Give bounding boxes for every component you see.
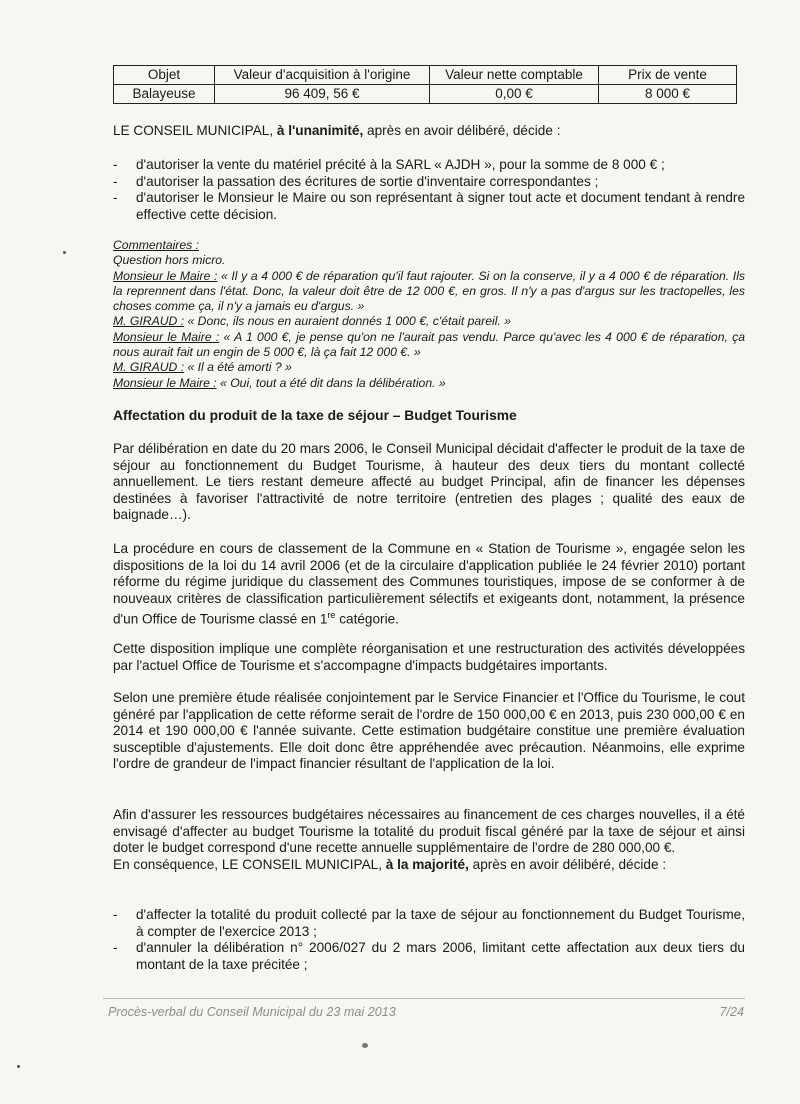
table-header: Valeur d'acquisition à l'origine [215,66,430,85]
table-cell: Balayeuse [114,85,215,104]
paragraph-text [113,541,745,628]
decision-2-suffix: après en avoir délibéré, décide : [468,856,667,872]
inventory-table [113,65,737,104]
table-cell: 96 409, 56 € [215,85,430,104]
comments-block [113,238,745,391]
page-number: 7/24 [719,1005,744,1019]
decision-2-intro [113,857,745,874]
footer-title: Procès-verbal du Conseil Municipal du 23 mai 2013 [108,1005,396,1019]
footer-divider [103,998,745,999]
list-item: - d'autoriser la vente du matériel précité à la SARL « AJDH », pour la somme de 8 000 € ; [113,157,745,174]
decision-2-vote: à la majorité, [385,856,469,872]
page-footer [108,1005,744,1019]
comments-title: Commentaires : [113,238,200,252]
scan-speck [63,251,66,254]
decision-2-prefix: En conséquence, LE CONSEIL MUNICIPAL, [113,856,386,872]
comment-line [113,314,745,329]
section-heading: Affectation du produit de la taxe de séjour – Budget Tourisme [113,408,517,423]
comment-line [113,330,745,361]
paragraph-text: Afin d'assurer les ressources budgétaires nécessaires au financement de ces charges nouvelles, il a été envisagé d'affecter au budget Tourisme la totalité du produit fiscal généré par la taxe de séjour et ainsi doter le budget correspond d'une recette annuelle supplémentaire de l'ordre de 280 000,00 €. [113,807,745,855]
comment-text: « Donc, ils nous en auraient donnés 1 000 €, c'était pareil. » [184,314,511,329]
comment-text: « Oui, tout a été dit dans la délibération. » [216,375,446,390]
scan-speck [362,1043,368,1048]
comment-line [113,376,745,391]
decision-1-vote: à l'unanimité, [276,123,364,138]
comment-text: « Il a été amorti ? » [184,360,292,375]
table-row [114,85,737,104]
table-cell: 8 000 € [599,85,737,104]
paragraph-1 [113,441,745,524]
paragraph-4 [113,690,745,773]
comments-intro: Question hors micro. [113,253,226,268]
list-item: - d'affecter la totalité du produit collecté par la taxe de séjour au fonctionnement du Budget Tourisme, à compter de l'exercice 2013 ; [113,907,745,940]
paragraph-5 [113,807,745,873]
paragraph-2 [113,541,745,628]
scan-speck [17,1065,20,1068]
decision-1-list [113,157,745,223]
table-cell: 0,00 € [430,85,599,104]
paragraph-text: Selon une première étude réalisée conjointement par le Service Financier et l'Office du Tourisme, le cout généré par l'application de cette réforme serait de l'ordre de 150 000,00 € en 2013, puis 230 000,00 € en 2014 et 190 000,00 € l'année suivante. Cette estimation budgétaire constitue une première évaluation susceptible d'ajustements. Elle doit donc être appréhendée avec précaution. Néanmoins, elle exprime l'ordre de grandeur de l'impact financier résultant de l'application de la loi. [113,690,745,771]
comment-speaker: Monsieur le Maire : [113,329,220,344]
paragraph-text: Cette disposition implique une complète réorganisation et une restructuration des activités développées par l'actuel Office de Tourisme et s'accompagne d'impacts budgétaires importants. [113,641,745,673]
comment-speaker: M. GIRAUD : [113,314,185,329]
table-header: Objet [114,66,215,85]
table-header: Valeur nette comptable [430,66,599,85]
decision-1-suffix: après en avoir délibéré, décide : [363,123,561,138]
paragraph-2-main: La procédure en cours de classement de la Commune en « Station de Tourisme », engagée selon les dispositions de la loi du 14 avril 2006 (et de la circulaire d'application publiée le 24 février 2010) portant réforme du régime juridique du classement des Communes touristiques, impose de se conformer à de nouveaux critères de classification particulièrement sélectifs et exigeants dont, notamment, la présence d'un Office de Tourisme classé en 1 [113,541,745,627]
comment-speaker: M. GIRAUD : [113,360,185,375]
paragraph-3 [113,641,745,674]
table-header-row [114,66,737,85]
list-item: - d'annuler la délibération n° 2006/027 du 2 mars 2006, limitant cette affectation aux deux tiers du montant de la taxe précitée ; [113,940,745,973]
list-item: - d'autoriser le Monsieur le Maire ou son représentant à signer tout acte et document tendant à rendre effective cette décision. [113,190,745,223]
comment-text: « A 1 000 €, je pense qu'on ne l'aurait pas vendu. Parce qu'avec les 4 000 € de réparation, ça nous aurait fait un engin de 5 000 €, là ça fait 12 000 €. » [113,329,745,360]
decision-1-intro [113,123,745,140]
comment-text: « Il y a 4 000 € de réparation qu'il faut rajouter. Si on la conserve, il y a 4 000 € de réparation. Ils la reprennent dans l'état. Donc, la valeur doit être de 12 000 €, en gros. Il n'y a pas d'argus sur les tractopelles, les choses comme ça, il n'y a jamais eu d'argus. » [113,268,745,314]
decision-1-prefix: LE CONSEIL MUNICIPAL, [113,123,277,138]
paragraph-2-end: catégorie. [335,611,399,627]
comment-speaker: Monsieur le Maire : [113,375,217,390]
comment-line [113,360,745,375]
decision-1 [113,123,745,140]
comment-speaker: Monsieur le Maire : [113,268,218,283]
table-header: Prix de vente [599,66,737,85]
comment-line [113,269,745,315]
decision-2-list [113,907,745,973]
paragraph-text: Par délibération en date du 20 mars 2006, le Conseil Municipal décidait d'affecter le produit de la taxe de séjour au fonctionnement du Budget Tourisme, à hauteur des deux tiers du montant collecté annuellement. Le tiers restant demeure affecté au budget Principal, afin de financer les dépenses destinées à favoriser l'attractivité de notre territoire (entretien des plages ; qualité des eaux de baignade…). [113,441,745,522]
list-item: - d'autoriser la passation des écritures de sortie d'inventaire correspondantes ; [113,174,745,191]
paragraph-2-sup: re [327,610,336,620]
